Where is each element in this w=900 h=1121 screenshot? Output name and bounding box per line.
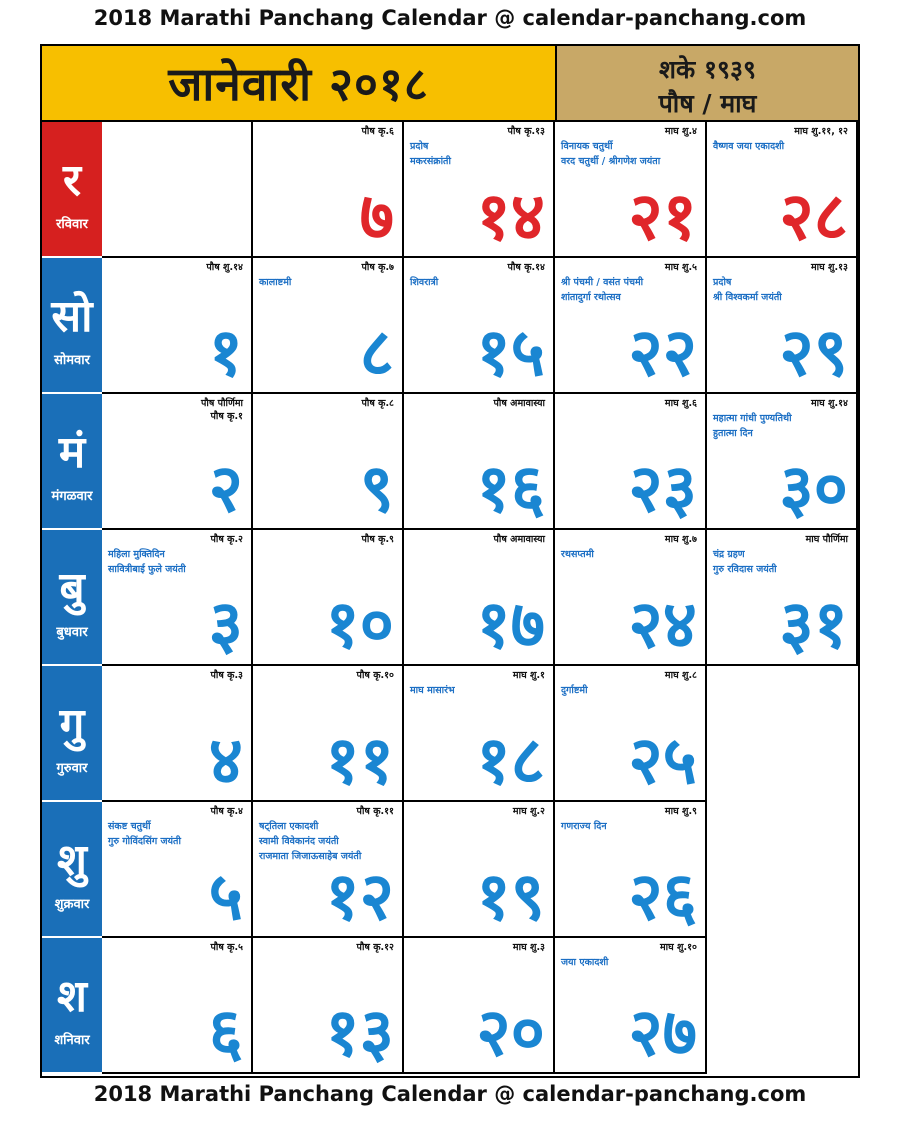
tithi-label: माघ पौर्णिमा [805, 534, 848, 545]
saka-year: शके १९३९ [659, 55, 756, 84]
day-name: बुधवार [56, 625, 88, 640]
date-number: ६ [208, 994, 243, 1071]
date-cell[interactable] [555, 802, 707, 938]
day-header-3 [42, 394, 102, 530]
month-title: जानेवारी २०१८ [168, 57, 429, 111]
day-letter: मं [58, 427, 86, 478]
tithi-label: माघ शु.१४ [810, 398, 848, 409]
date-number: २२ [628, 314, 697, 391]
event-label: विनायक चतुर्थी वरद चतुर्थी / श्रीगणेश जयंता [561, 141, 661, 167]
tithi-label: माघ शु.७ [664, 534, 697, 545]
date-cell[interactable] [102, 666, 253, 802]
date-number: २६ [628, 858, 697, 935]
tithi-label: माघ शु.१ [512, 670, 545, 681]
date-cell[interactable] [404, 802, 555, 938]
date-cell[interactable] [102, 122, 253, 258]
date-number: १५ [476, 314, 545, 391]
date-cell[interactable] [555, 258, 707, 394]
date-number: ११ [325, 722, 394, 799]
tithi-label: पौष कृ.१४ [507, 262, 545, 273]
tithi-label: पौष शु.१४ [206, 262, 243, 273]
tithi-label: पौष कृ.१२ [356, 942, 394, 953]
date-cell[interactable] [404, 938, 555, 1074]
date-number: ४ [208, 722, 243, 799]
event-label: कालाष्टमी [259, 277, 292, 288]
date-cell[interactable] [707, 530, 858, 666]
event-label: चंद्र ग्रहण गुरु रविदास जयंती [713, 549, 777, 575]
date-number: ५ [208, 858, 243, 935]
tithi-label: माघ शु.६ [664, 398, 697, 409]
date-number: १९ [476, 858, 545, 935]
date-cell[interactable] [253, 122, 404, 258]
tithi-label: माघ शु.८ [664, 670, 697, 681]
tithi-label: पौष कृ.१० [356, 670, 394, 681]
event-label: जया एकादशी [561, 957, 609, 968]
date-cell[interactable] [102, 258, 253, 394]
day-name: रविवार [56, 217, 88, 232]
day-name: शनिवार [54, 1033, 90, 1048]
day-header-2 [42, 258, 102, 394]
date-number: ९ [359, 450, 394, 527]
date-cell[interactable] [404, 122, 555, 258]
day-header-7 [42, 938, 102, 1074]
date-cell[interactable] [404, 258, 555, 394]
tithi-label: माघ शु.१३ [810, 262, 848, 273]
event-label: श्री पंचमी / वसंत पंचमी शांतादुर्गा रथोत्सव [561, 277, 644, 303]
date-cell[interactable] [102, 530, 253, 666]
empty-area [707, 666, 858, 1074]
date-number: २७ [628, 994, 697, 1071]
date-cell[interactable] [404, 666, 555, 802]
day-header-4 [42, 530, 102, 666]
date-number: १७ [476, 586, 545, 663]
event-label: संकष्ट चतुर्थी गुरु गोविंदसिंग जयंती [108, 821, 181, 847]
tithi-label: माघ शु.११, १२ [794, 126, 848, 137]
day-letter: गु [59, 699, 85, 750]
day-name: शुक्रवार [54, 897, 90, 912]
date-number: २ [208, 450, 243, 527]
tithi-label: माघ शु.४ [664, 126, 697, 137]
top-banner: 2018 Marathi Panchang Calendar @ calendar-panchang.com [93, 6, 807, 30]
bottom-banner: 2018 Marathi Panchang Calendar @ calendar-panchang.com [93, 1082, 807, 1106]
event-label: प्रदोष मकरसंक्रांती [410, 141, 451, 167]
date-cell[interactable] [404, 530, 555, 666]
date-cell[interactable] [253, 666, 404, 802]
date-number: ३ [208, 586, 243, 663]
day-header-6 [42, 802, 102, 938]
tithi-label: माघ शु.९ [664, 806, 697, 817]
tithi-label: माघ शु.२ [512, 806, 545, 817]
tithi-label: पौष अमावास्या [493, 534, 545, 545]
tithi-label: पौष कृ.७ [361, 262, 394, 273]
tithi-label: पौष कृ.४ [210, 806, 243, 817]
tithi-label: पौष कृ.५ [210, 942, 243, 953]
date-number: १४ [476, 178, 545, 255]
date-cell[interactable] [253, 530, 404, 666]
event-label: प्रदोष श्री विश्वकर्मा जयंती [713, 277, 782, 303]
event-label: गणराज्य दिन [561, 821, 607, 832]
date-cell[interactable] [102, 394, 253, 530]
date-number: १३ [325, 994, 394, 1071]
date-number: २९ [779, 314, 848, 391]
date-number: २४ [628, 586, 697, 663]
date-cell[interactable] [404, 394, 555, 530]
day-letter: शु [57, 835, 87, 886]
day-header-5 [42, 666, 102, 802]
day-header-1 [42, 122, 102, 258]
date-cell[interactable] [102, 802, 253, 938]
day-name: सोमवार [54, 353, 90, 368]
day-letter: बु [59, 563, 85, 614]
date-cell[interactable] [555, 394, 707, 530]
date-number: १० [325, 586, 394, 663]
day-letter: श [57, 971, 87, 1022]
calendar-grid [40, 44, 860, 1078]
date-cell[interactable] [253, 938, 404, 1074]
tithi-label: पौष अमावास्या [493, 398, 545, 409]
tithi-label: पौष कृ.३ [210, 670, 243, 681]
date-cell[interactable] [707, 122, 858, 258]
date-number: ३० [779, 450, 848, 527]
event-label: माघ मासारंभ [410, 685, 455, 696]
tithi-label: पौष पौर्णिमा पौष कृ.१ [201, 398, 243, 422]
date-number: २५ [628, 722, 697, 799]
tithi-label: पौष कृ.९ [361, 534, 394, 545]
tithi-label: माघ शु.१० [659, 942, 697, 953]
tithi-label: माघ शु.३ [512, 942, 545, 953]
tithi-label: पौष कृ.२ [210, 534, 243, 545]
event-label: षट्तिला एकादशी स्वामी विवेकानंद जयंती राजमाता जिजाऊसाहेब जयंती [259, 821, 362, 862]
event-label: वैष्णव जया एकादशी [713, 141, 785, 152]
day-letter: सो [51, 291, 93, 342]
date-number: २१ [628, 178, 697, 255]
date-cell[interactable] [253, 258, 404, 394]
tithi-label: पौष कृ.६ [361, 126, 394, 137]
event-label: शिवरात्री [410, 277, 439, 288]
event-label: महिला मुक्तिदिन सावित्रीबाई फुले जयंती [108, 549, 186, 575]
saka-year-box [557, 46, 858, 122]
day-name: गुरुवार [56, 761, 88, 776]
event-label: महात्मा गांधी पुण्यतिथी हुतात्मा दिन [713, 413, 792, 439]
date-number: १८ [476, 722, 545, 799]
date-cell[interactable] [555, 530, 707, 666]
tithi-label: पौष कृ.८ [361, 398, 394, 409]
hindu-months: पौष / माघ [658, 89, 757, 118]
date-number: ७ [359, 178, 394, 255]
date-number: २३ [628, 450, 697, 527]
date-cell[interactable] [707, 394, 858, 530]
date-cell[interactable] [253, 802, 404, 938]
event-label: दुर्गाष्टमी [561, 685, 588, 696]
date-number: ३१ [779, 586, 848, 663]
date-number: ८ [359, 314, 394, 391]
date-number: १६ [476, 450, 545, 527]
date-cell[interactable] [707, 258, 858, 394]
day-letter: र [63, 155, 81, 206]
date-cell[interactable] [555, 666, 707, 802]
tithi-label: पौष कृ.११ [356, 806, 394, 817]
date-cell[interactable] [253, 394, 404, 530]
date-cell[interactable] [102, 938, 253, 1074]
date-number: २८ [779, 178, 848, 255]
day-name: मंगळवार [51, 489, 93, 504]
date-number: १ [208, 314, 243, 391]
date-cell[interactable] [555, 938, 707, 1074]
month-title-box [42, 46, 557, 122]
date-cell[interactable] [555, 122, 707, 258]
tithi-label: पौष कृ.१३ [507, 126, 545, 137]
date-number: १२ [325, 858, 394, 935]
event-label: रथसप्तमी [561, 549, 594, 560]
tithi-label: माघ शु.५ [664, 262, 697, 273]
date-number: २० [476, 994, 545, 1071]
